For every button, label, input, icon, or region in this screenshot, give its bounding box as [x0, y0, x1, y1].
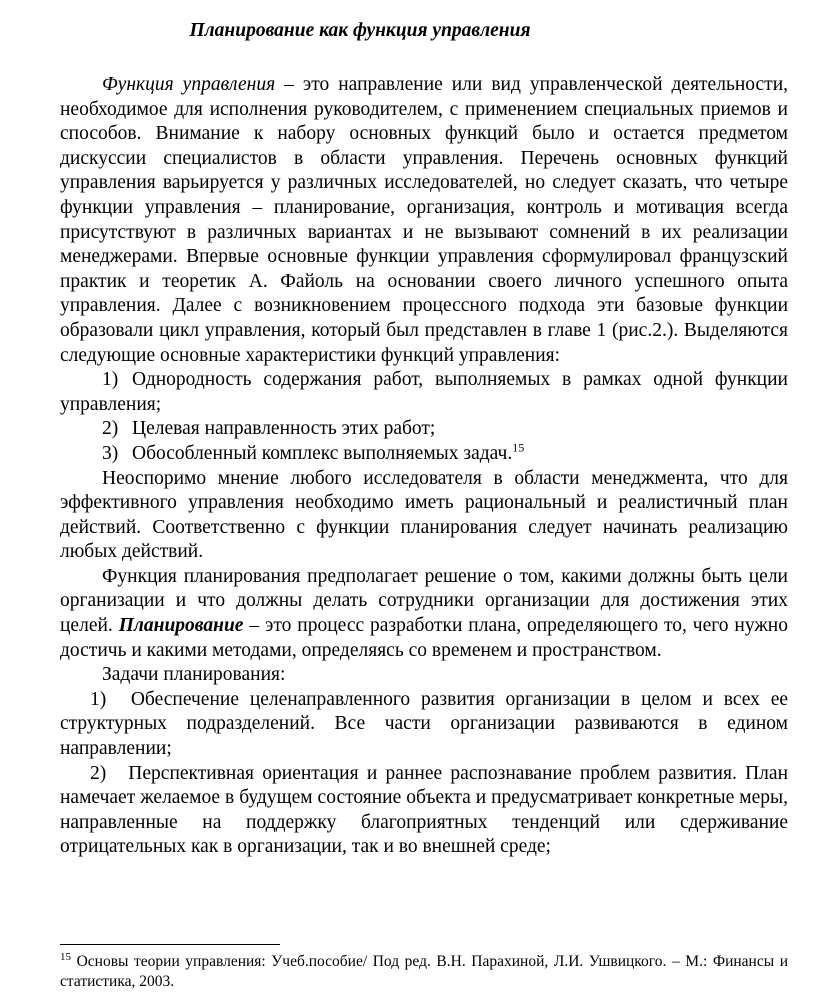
paragraph-text: – это процесс разработки плана, определяющего то, чего нужно достичь и какими методами, определяясь со временем и пространством. — [60, 615, 788, 661]
tasks-heading: Задачи планирования: — [102, 664, 286, 686]
list-text: Обособленный комплекс выполняемых задач. — [132, 442, 513, 464]
list-number: 1) — [90, 688, 107, 710]
paragraph-text: Функция планирования предполагает решение о том, какими должны быть цели организации и что должны делать сотрудники организации для достижения этих целей. — [60, 565, 788, 637]
list-text: Однородность содержания работ, выполняемых в рамках одной функции управления; — [60, 369, 788, 415]
document-body — [60, 73, 788, 860]
paragraph-text: – это направление или вид управленческой деятельности, необходимое для исполнения руководителем, с применением специальных приемов и способов. Внимание к набору основных функций было и остается предметом дискуссии специалистов в области управления. Перечень основных функций управления варьируется у различных исследователей, но следует сказать, что четыре функции управления – планирование, организация, контроль и мотивация всегда присутствуют в различных вариантах и не вызывают сомнений в их реализации менеджерами. Впервые основные функции управления сформулировал французский практик и теоретик А. Файоль на основании своего личного успешного опыта управления. Далее с возникновением процессного подхода эти базовые функции образовали цикл управления, который был представлен в главе 1 (рис.2.). Выделяются следующие основные характеристики функций управления: — [60, 74, 788, 366]
list-item — [60, 688, 788, 762]
footnote-text: Основы теории управления: Учеб.пособие/ Под ред. В.Н. Парахиной, Л.И. Ушвицкого. – М.: Финансы и статистика, 2003. — [60, 953, 788, 990]
paragraph-planning — [60, 565, 788, 663]
footnote — [60, 952, 788, 992]
page-title: Планирование как функция управления — [189, 20, 531, 41]
list-text: Обеспечение целенаправленного развития организации в целом и всех ее структурных подразделений. Все части организации развиваются в едином направлении; — [60, 688, 789, 760]
list-item — [60, 762, 788, 860]
footnote-reference: 15 — [512, 440, 525, 455]
list-number: 1) — [102, 369, 119, 391]
defined-term: Планирование — [118, 615, 244, 637]
list-item — [60, 368, 788, 417]
list-number: 2) — [90, 762, 107, 784]
list-text: Целевая направленность этих работ; — [132, 418, 436, 440]
footnote-mark: 15 — [60, 950, 71, 963]
footnote-divider — [60, 944, 280, 945]
list-number: 3) — [102, 442, 119, 464]
list-item — [60, 417, 788, 442]
list-item — [60, 442, 788, 467]
list-number: 2) — [102, 418, 119, 440]
list-text: Перспективная ориентация и раннее распознавание проблем развития. План намечает желаемое в будущем состояние объекта и предусматривает конкретные меры, направленные на поддержку благоприятных тенденций или сдерживание отрицательных как в организации, так и во внешней среде; — [60, 762, 789, 858]
paragraph-definition — [60, 73, 788, 368]
defined-term: Функция управления — [102, 74, 276, 95]
paragraph-opinion: Неоспоримо мнение любого исследователя в области менеджмента, что для эффективного управления необходимо иметь рациональный и реалистичный план действий. Соответственно с функции планирования следует начинать реализацию любых действий. — [60, 467, 788, 563]
